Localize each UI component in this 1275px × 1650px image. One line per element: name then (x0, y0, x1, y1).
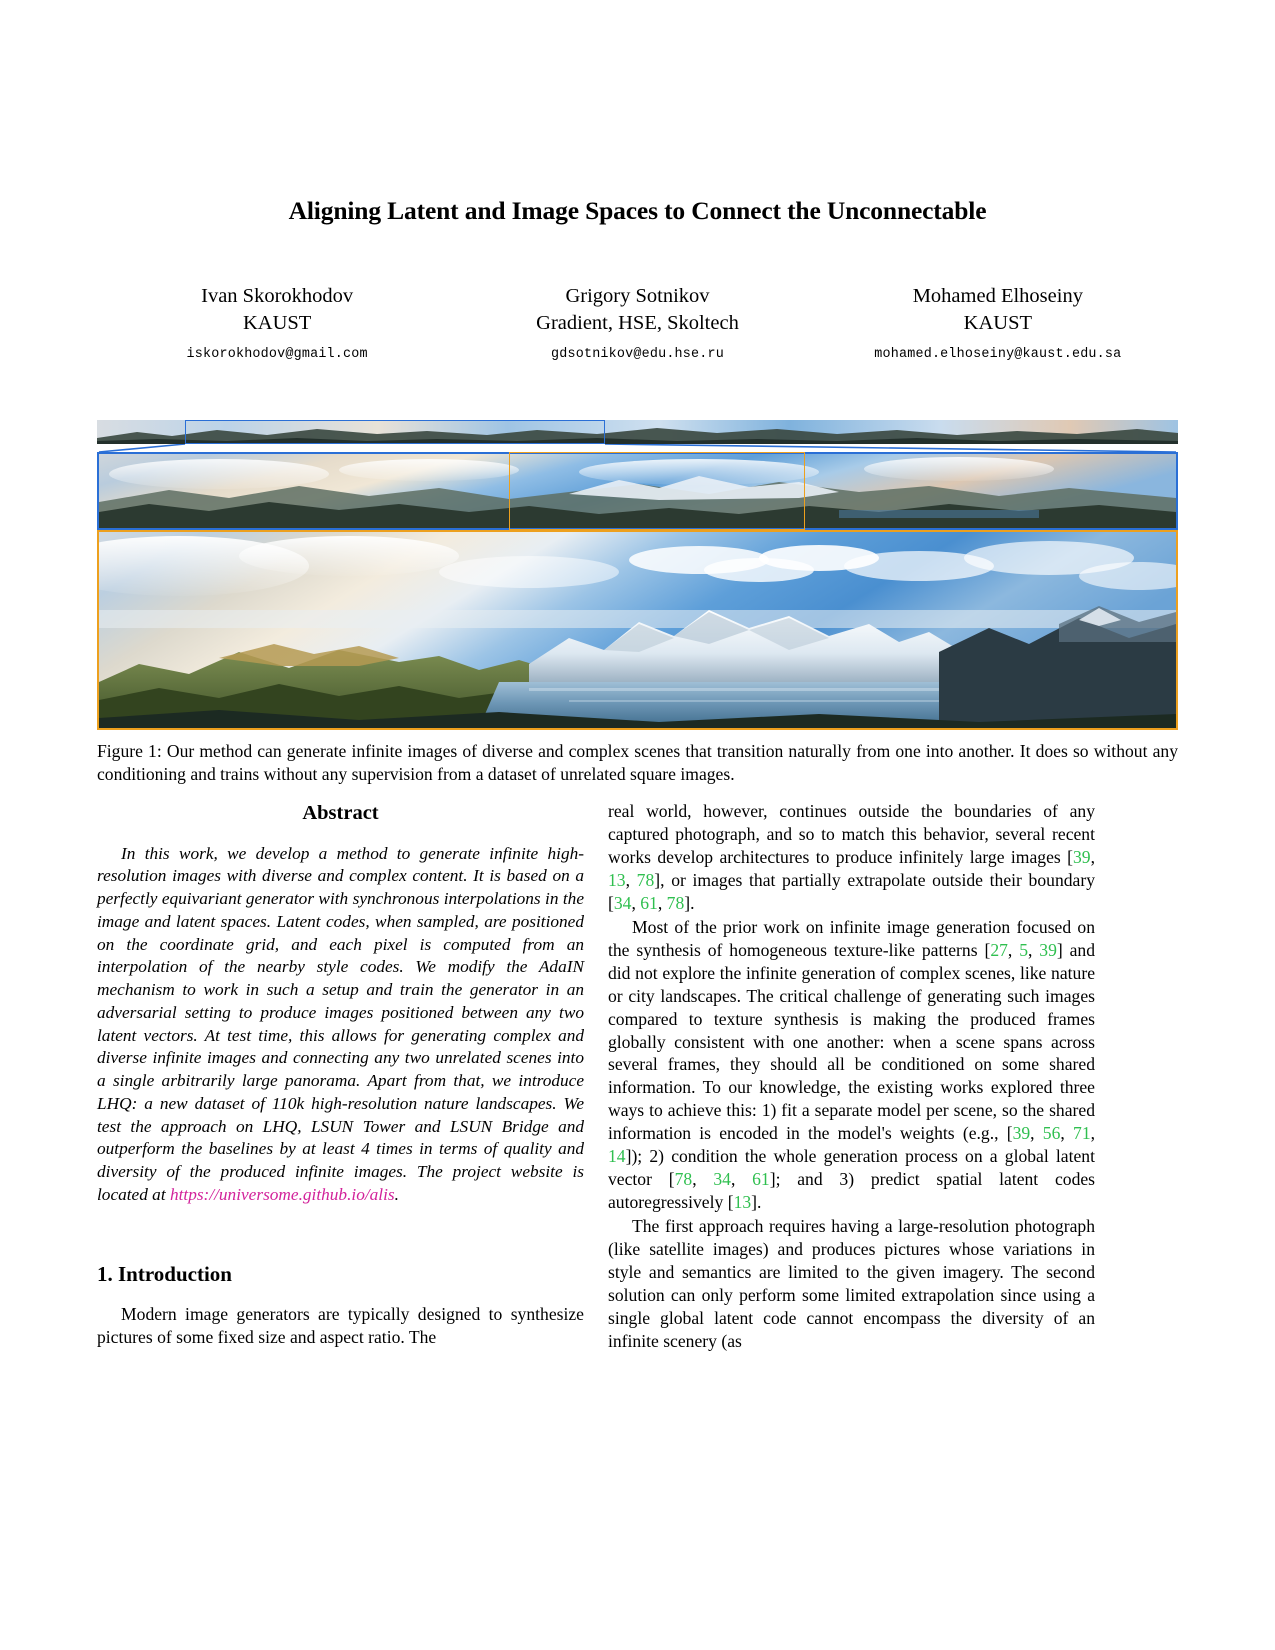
citation-61[interactable]: 61 (640, 892, 658, 913)
introduction-heading: 1. Introduction (97, 1261, 232, 1286)
citation-13b[interactable]: 13 (733, 1192, 752, 1213)
figure-caption-label: Figure 1: (97, 741, 162, 761)
abstract-heading: Abstract (302, 802, 379, 824)
page-title: Aligning Latent and Image Spaces to Connect the Unconnectable (288, 196, 987, 225)
right-paragraph-3: The first approach requires having a large-resolution photograph (like satellite images) and produces pictures whose variations in style and semantics are limited to the given imagery. The second solution can only perform some limited extrapolation since using a single global latent code cannot encompass the diversity of an infinite scenery (as (608, 1216, 1095, 1351)
author-email[interactable]: iskorokhodov@gmail.com (186, 346, 368, 362)
par1-text-b: ], or images that partially extrapolate outside their boundary [ (608, 869, 1096, 913)
author-name: Ivan Skorokhodov (201, 285, 354, 307)
par1-text-a: real world, however, continues outside the boundaries of any captured photograph, and so to match this behavior, several recent works develop architectures to produce infinitely large images [ (608, 801, 1095, 867)
panorama-mid-art (99, 454, 1176, 528)
figure-panorama-mid (97, 452, 1178, 530)
citation-34[interactable]: 34 (613, 892, 632, 913)
abstract-text-end: . (394, 1184, 399, 1204)
figure-panorama-overview (97, 420, 1178, 444)
introduction-paragraph-1: Modern image generators are typically designed to synthesize pictures of some fixed size and aspect ratio. The (97, 1303, 584, 1347)
author-affiliation: Gradient, HSE, Skoltech (536, 312, 739, 335)
author-block-2 (457, 283, 817, 363)
citation-61b[interactable]: 61 (752, 1169, 770, 1190)
figure-panorama-detail (97, 530, 1178, 730)
par2-text-d: ]; and 3) predict spatial latent codes autoregressively [ (608, 1169, 1096, 1213)
author-affiliation: KAUST (963, 312, 1032, 335)
figure-caption (97, 740, 1178, 786)
figure-caption-text: Our method can generate infinite images of diverse and complex scenes that transition naturally from one into another. It does so without any conditioning and trains without any supervision from a dataset of unrelated square images. (97, 741, 1178, 785)
citation-34b[interactable]: 34 (713, 1169, 731, 1190)
title-block (97, 196, 1178, 227)
author-name: Mohamed Elhoseiny (912, 285, 1083, 307)
citation-78c[interactable]: 78 (674, 1169, 693, 1190)
right-column (608, 800, 1095, 1353)
citation-39[interactable]: 39 (1073, 846, 1091, 867)
panorama-overview-art (97, 420, 1178, 444)
right-paragraph-1: real world, however, continues outside the boundaries of any captured photograph, and so to match this behavior, several recent works develop architectures to produce infinitely large images [39, 13, 78], or images that partially extrapolate outside their boundary [34, 61, 78]. (608, 801, 1096, 913)
right-paragraph-2: Most of the prior work on infinite image generation focused on the synthesis of homogeneous texture-like patterns [27, 5, 39] and did not explore the infinite generation of complex scenes, like nature or city landscapes. The critical challenge of generating such images compared to texture synthesis is making the produced frames globally consistent with one another: when a scene spans across several frames, they should all be conditioned on some shared information. To our knowledge, the existing works explored three ways to achieve this: 1) fit a separate model per scene, so the shared information is encoded in the model's weights (e.g., [39, 56, 71, 14]); 2) condition the whole generation process on a global latent vector [78, 34, 61]; and 3) predict spatial latent codes autoregressively [13]. (608, 916, 1096, 1213)
citation-71[interactable]: 71 (1073, 1123, 1091, 1144)
par2-text-b: ] and did not explore the infinite generation of complex scenes, like nature or city landscapes. The critical challenge of generating such images compared to texture synthesis is making the produced frames globally consistent with one another: when a scene spans across several frames, they should all be conditioned on some shared information. To our knowledge, the existing works explored three ways to achieve this: 1) fit a separate model per scene, so the shared information is encoded in the model's weights (e.g., [ (608, 939, 1095, 1144)
panorama-detail-art (99, 532, 1176, 728)
author-email[interactable]: mohamed.elhoseiny@kaust.edu.sa (874, 346, 1122, 362)
par2-text-e: ]. (751, 1192, 762, 1213)
par2-text-a: Most of the prior work on infinite image generation focused on the synthesis of homogeneous texture-like patterns [ (608, 916, 1095, 960)
author-affiliation: KAUST (242, 312, 312, 335)
par2-text-c: ]); 2) condition the whole generation process on a global latent vector [ (608, 1146, 1095, 1190)
citation-5[interactable]: 5 (1019, 939, 1028, 960)
abstract-body (97, 843, 584, 1207)
citation-56[interactable]: 56 (1042, 1123, 1061, 1144)
citation-27[interactable]: 27 (990, 939, 1008, 960)
abstract-text: In this work, we develop a method to generate infinite high-resolution images with diverse and complex content. It is based on a perfectly equivariant generator with synchronous interpolations in the image and latent spaces. Latent codes, when sampled, are positioned on the coordinate grid, and each pixel is computed from an interpolation of the nearby style codes. We modify the AdaIN mechanism to work in such a setup and train the generator in an adversarial setting to produce images positioned between any two latent vectors. At test time, this allows for generating complex and diverse infinite images and connecting any two unrelated scenes into a single arbitrarily large panorama. Apart from that, we introduce LHQ: a new dataset of 110k high-resolution nature landscapes. We test the approach on LHQ, LSUN Tower and LSUN Bridge and outperform the baselines by at least 4 times in terms of quality and diversity of the produced infinite images. The project website is located at (97, 843, 584, 1204)
author-block-1 (97, 283, 457, 363)
author-block-3 (818, 283, 1178, 363)
citation-39b[interactable]: 39 (1039, 939, 1057, 960)
citation-78b[interactable]: 78 (666, 892, 685, 913)
par1-text-c: ]. (684, 892, 695, 913)
authors-row (97, 283, 1178, 363)
author-email[interactable]: gdsotnikov@edu.hse.ru (551, 346, 724, 362)
citation-14[interactable]: 14 (608, 1146, 626, 1167)
figure-1 (97, 420, 1178, 730)
citation-13[interactable]: 13 (608, 869, 626, 890)
left-column (97, 800, 584, 1349)
author-name: Grigory Sotnikov (565, 285, 710, 307)
citation-78[interactable]: 78 (636, 869, 655, 890)
citation-39c[interactable]: 39 (1012, 1123, 1031, 1144)
project-website-link[interactable]: https://universome.github.io/alis (169, 1184, 395, 1204)
